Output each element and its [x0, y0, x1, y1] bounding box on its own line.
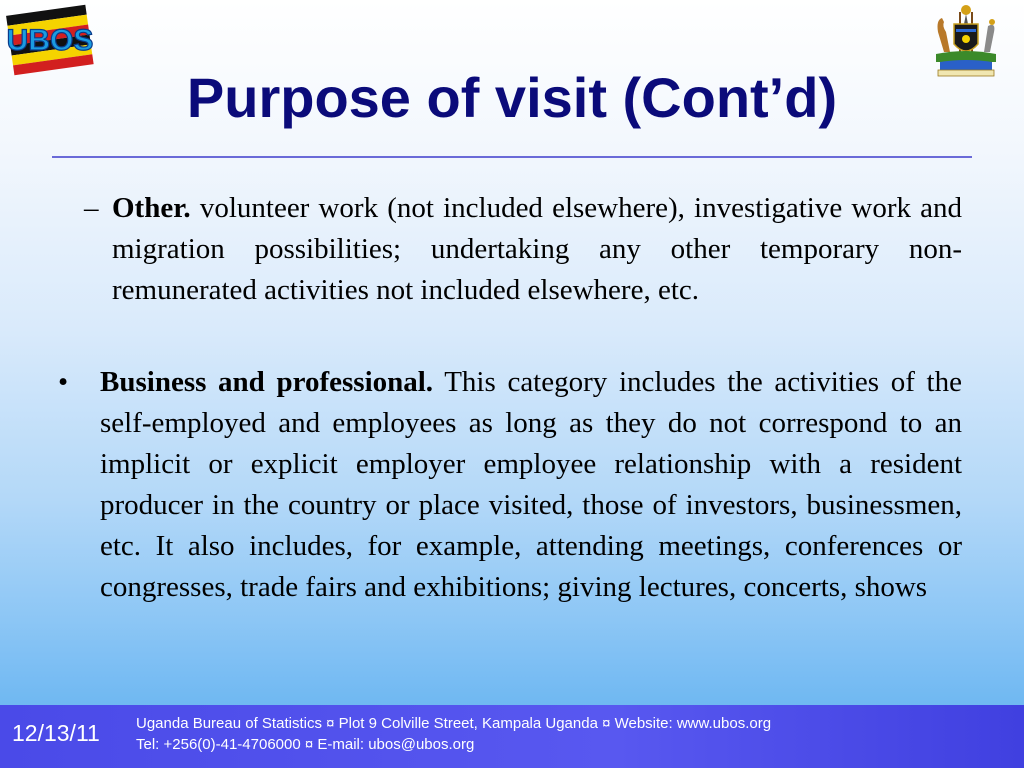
- main-bullet-business: [100, 362, 962, 608]
- sub-bullet-marker: –: [84, 192, 99, 224]
- sub-bullet-other: [112, 188, 962, 311]
- footer-address: Uganda Bureau of Statistics ¤ Plot 9 Colville Street, Kampala Uganda ¤ Website: www.ubos.org: [136, 715, 772, 732]
- main-bullet-text: This category includes the activities of the self-employed and employees as long as they do not correspond to an implicit or explicit employer employee relationship with a resident producer in the country or place visited, those of investors, businessmen, etc. It also includes, for example, attending meetings, conferences or congresses, trade fairs and exhibitions; giving lectures, concerts, shows: [100, 366, 962, 603]
- main-bullet-term: Business and professional.: [100, 366, 434, 398]
- footer-contact: Tel: +256(0)-41-4706000 ¤ E-mail: ubos@ubos.org: [136, 736, 475, 753]
- page-title: Purpose of visit (Cont’d): [186, 66, 838, 129]
- svg-text:UBOS: UBOS: [6, 24, 94, 57]
- title-divider: [52, 156, 972, 158]
- footer-date: 12/13/11: [12, 720, 100, 746]
- footer-bar: [0, 705, 1024, 768]
- sub-bullet-term: Other.: [112, 192, 191, 224]
- main-bullet-marker: •: [58, 366, 69, 398]
- sub-bullet-text: volunteer work (not included elsewhere), investigative work and migration possibilities; undertaking any other temporary non-remunerated activities not included elsewhere, etc.: [112, 192, 962, 306]
